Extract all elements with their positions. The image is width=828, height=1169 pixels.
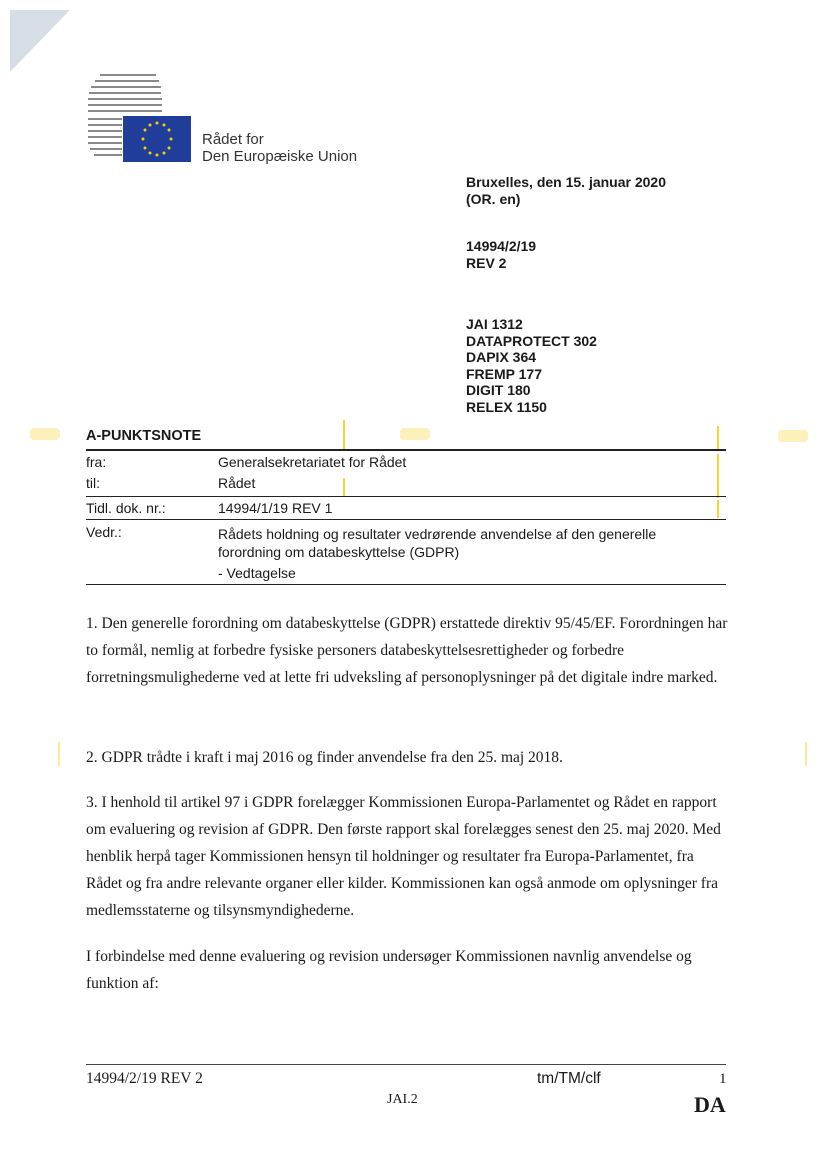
prev-doc-label: Tidl. dok. nr.: (86, 500, 166, 516)
paragraph-1: 1. Den generelle forordning om databeskyttelse (GDPR) erstattede direktiv 95/45/EF. Forordningen har to formål, nemlig at forbedre fysiske personers databeskyttelsesrettigheder og forbedre forretningsmulighederne ved at lette fri udveksling af personoplysninger på det digitale indre marked. (86, 615, 728, 686)
footer-doc-ref: 14994/2/19 REV 2 (86, 1070, 203, 1087)
organization-name-line1: Rådet for (202, 131, 264, 148)
organization-name-line2: Den Europæiske Union (202, 148, 358, 165)
note-bottom-rule (86, 584, 726, 585)
note-top-rule (86, 449, 726, 451)
footer-rule (86, 1064, 726, 1065)
date-block (466, 174, 666, 207)
highlighter-stroke (343, 478, 345, 496)
doc-revision: REV 2 (466, 254, 507, 271)
footer-page-number: 1 (719, 1071, 727, 1087)
highlighter-stroke (717, 426, 719, 450)
council-logo (86, 72, 196, 164)
page-corner-fold (0, 0, 80, 80)
highlighter-stroke (58, 742, 60, 766)
code-item: FREMP 177 (466, 365, 542, 382)
to-value: Rådet (218, 475, 256, 491)
footer-department: JAI.2 (387, 1092, 418, 1107)
doc-number-block (466, 238, 536, 271)
footer-language: DA (694, 1092, 726, 1117)
highlighter-stroke (805, 742, 807, 766)
highlighter-smudge (400, 428, 430, 440)
code-item: JAI 1312 (466, 316, 523, 332)
to-label: til: (86, 475, 100, 491)
classification-codes (466, 316, 597, 415)
organization-name (202, 131, 357, 165)
row-rule (86, 519, 726, 520)
row-rule (86, 496, 726, 497)
doc-number: 14994/2/19 (466, 238, 537, 254)
highlighter-smudge (778, 430, 808, 442)
code-item: DATAPROTECT 302 (466, 332, 597, 349)
note-title: A-PUNKTSNOTE (86, 428, 202, 444)
original-language: (OR. en) (466, 190, 521, 207)
prev-doc-value: 14994/1/19 REV 1 (218, 500, 333, 516)
highlighter-stroke (717, 500, 719, 518)
subject-line1: Rådets holdning og resultater vedrørende anvendelse af den generelle (218, 526, 657, 542)
footer-initials: tm/TM/clf (537, 1070, 601, 1087)
highlighter-stroke (343, 420, 345, 450)
date-line: Bruxelles, den 15. januar 2020 (466, 174, 666, 190)
from-value: Generalsekretariatet for Rådet (218, 454, 407, 470)
highlighter-stroke (717, 454, 719, 498)
code-item: DIGIT 180 (466, 382, 531, 398)
subject-label: Vedr.: (86, 524, 122, 540)
paragraph-3: 3. I henhold til artikel 97 i GDPR forelægger Kommissionen Europa-Parlamentet og Rådet en rapport om evaluering og revision af GDPR. Den første rapport skal forelægges senest den 25. maj 2020. Med henblik herpå tager Kommissionen hensyn til holdninger og resultater fra Europa-Parlamentet, fra Rådet og fra andre relevante organer eller kilder. Kommissionen kan også anmode om oplysninger fra medlemsstaterne og tilsynsmyndighederne. (86, 794, 721, 919)
code-item: RELEX 1150 (466, 398, 547, 415)
subject-line3: - Vedtagelse (218, 565, 296, 581)
subject-line2: forordning om databeskyttelse (GDPR) (218, 544, 460, 560)
code-item: DAPIX 364 (466, 349, 537, 365)
paragraph-2: 2. GDPR trådte i kraft i maj 2016 og finder anvendelse fra den 25. maj 2018. (86, 749, 563, 766)
paragraph-4: I forbindelse med denne evaluering og revision undersøger Kommissionen navnlig anvendelse og funktion af: (86, 948, 692, 992)
from-label: fra: (86, 454, 107, 470)
highlighter-smudge (30, 428, 60, 440)
